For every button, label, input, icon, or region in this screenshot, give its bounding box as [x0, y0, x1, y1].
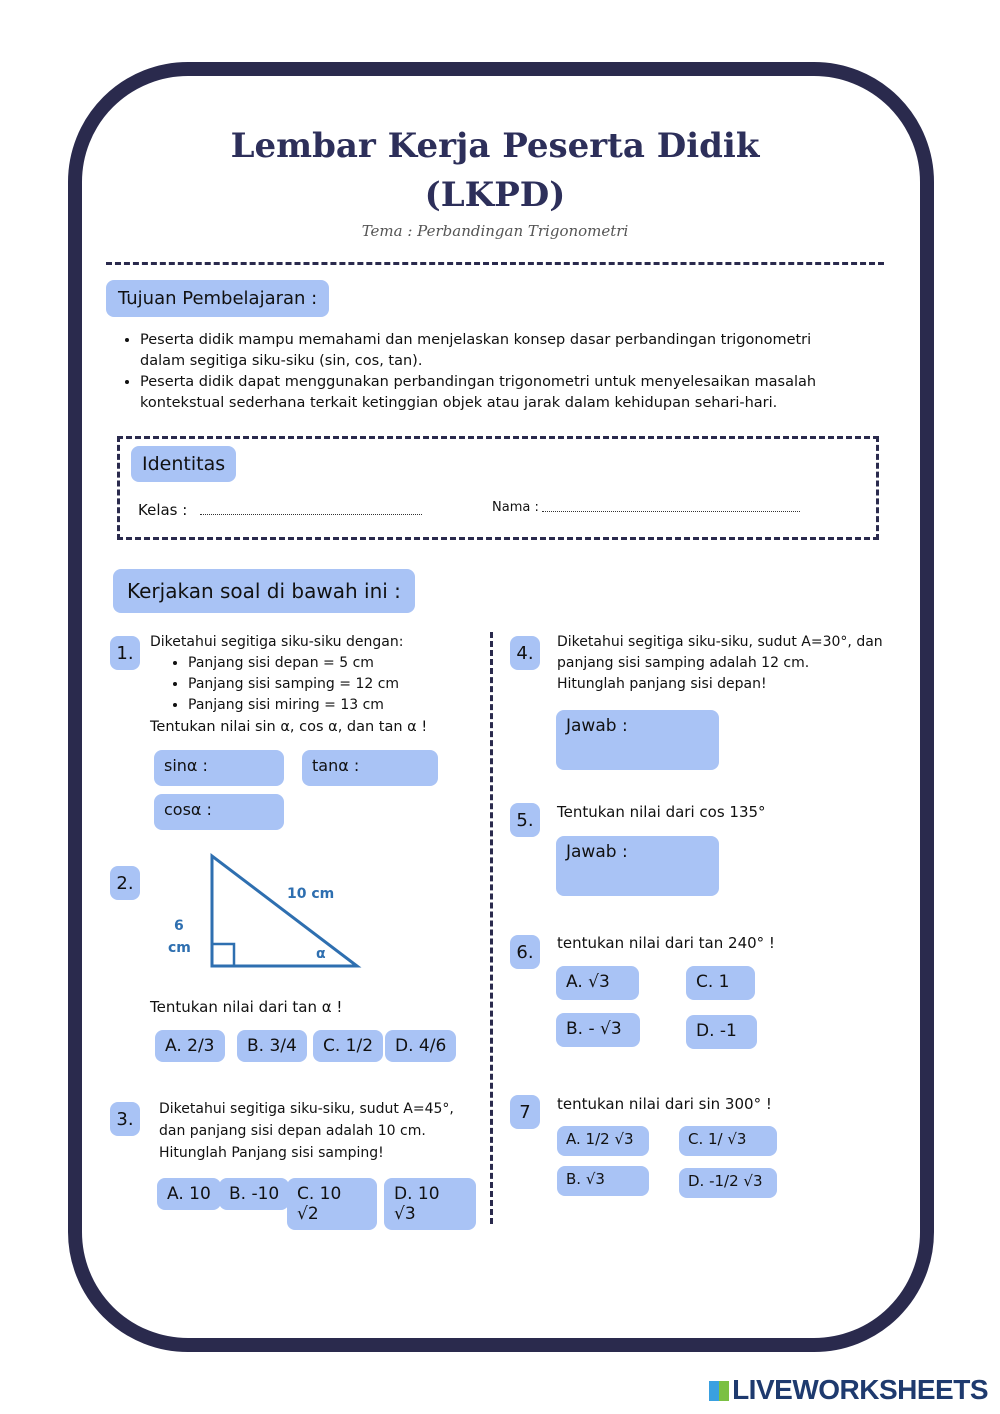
q2-option-c[interactable]: C. 1/2	[313, 1030, 383, 1062]
objective-item: • Peserta didik mampu memahami dan menjelaskan konsep dasar perbandingan trigonometri dalam segitiga siku-siku (sin, cos, tan).	[140, 330, 860, 372]
hypotenuse-label: 10 cm	[287, 886, 335, 902]
objectives-list	[120, 330, 860, 414]
tan-answer-field[interactable]: tanα :	[302, 750, 438, 786]
column-divider	[490, 632, 493, 1224]
q7-option-a[interactable]: A. 1/2 √3	[557, 1126, 649, 1156]
question-number: 5.	[510, 803, 540, 837]
q7-text: tentukan nilai dari sin 300° !	[557, 1095, 772, 1113]
q3-text	[159, 1098, 454, 1164]
q7-option-d[interactable]: D. -1/2 √3	[679, 1168, 777, 1198]
subtitle: Tema : Perbandingan Trigonometri	[361, 222, 629, 240]
angle-label: α	[316, 946, 326, 962]
objective-item: • Peserta didik dapat menggunakan perbandingan trigonometri untuk menyelesaikan masalah kontekstual sederhana terkait ketinggian objek atau jarak dalam kehidupan sehari-hari.	[140, 372, 860, 414]
q1-ask: Tentukan nilai sin α, cos α, dan tan α !	[150, 719, 428, 735]
q6-option-a[interactable]: A. √3	[556, 966, 639, 1000]
q1-bullet: • Panjang sisi miring = 13 cm	[188, 695, 399, 716]
nama-input[interactable]	[542, 511, 800, 512]
q3-option-d[interactable]: D. 10 √3	[384, 1178, 476, 1230]
q4-line: Hitunglah panjang sisi depan!	[557, 676, 767, 692]
triangle-diagram	[160, 850, 380, 975]
q1-bullet: • Panjang sisi samping = 12 cm	[188, 674, 399, 695]
q3-line: dan panjang sisi depan adalah 10 cm.	[159, 1123, 426, 1139]
q3-option-a[interactable]: A. 10	[157, 1178, 221, 1210]
q3-option-b[interactable]: B. -10	[219, 1178, 289, 1210]
q7-option-b[interactable]: B. √3	[557, 1166, 649, 1196]
q5-answer-field[interactable]: Jawab :	[556, 836, 719, 896]
q7-option-c[interactable]: C. 1/ √3	[679, 1126, 777, 1156]
cos-answer-field[interactable]: cosα :	[154, 794, 284, 830]
q5-text: Tentukan nilai dari cos 135°	[557, 803, 766, 821]
nama-label: Nama :	[492, 500, 539, 515]
q3-line: Diketahui segitiga siku-siku, sudut A=45°,	[159, 1101, 454, 1117]
question-number: 7	[510, 1095, 540, 1129]
q4-answer-field[interactable]: Jawab :	[556, 710, 719, 770]
q6-option-c[interactable]: C. 1	[686, 966, 755, 1000]
side-label: 6	[174, 918, 184, 934]
divider	[106, 262, 884, 265]
q2-ask: Tentukan nilai dari tan α !	[150, 998, 343, 1016]
q1-intro: Diketahui segitiga siku-siku dengan:	[150, 634, 404, 650]
kelas-input[interactable]	[200, 514, 422, 515]
q2-option-d[interactable]: D. 4/6	[385, 1030, 456, 1062]
question-number: 3.	[110, 1102, 140, 1136]
q1-bullets	[168, 653, 399, 716]
question-number: 6.	[510, 935, 540, 969]
kelas-label: Kelas :	[138, 501, 188, 519]
liveworksheets-logo	[709, 1374, 988, 1406]
question-number: 2.	[110, 866, 140, 900]
title-abbrev: (LKPD)	[424, 175, 566, 215]
q6-option-d[interactable]: D. -1	[686, 1015, 757, 1049]
brand-text: LIVEWORKSHEETS	[732, 1374, 988, 1405]
side-unit: cm	[168, 940, 191, 956]
q4-text	[557, 632, 883, 695]
identity-heading: Identitas	[131, 446, 236, 482]
title: Lembar Kerja Peserta Didik	[230, 126, 760, 166]
q4-line: Diketahui segitiga siku-siku, sudut A=30°, dan	[557, 634, 883, 650]
sin-answer-field[interactable]: sinα :	[154, 750, 284, 786]
q3-option-c[interactable]: C. 10 √2	[287, 1178, 377, 1230]
q2-option-a[interactable]: A. 2/3	[155, 1030, 225, 1062]
q3-line: Hitunglah Panjang sisi samping!	[159, 1145, 384, 1161]
q1-bullet: • Panjang sisi depan = 5 cm	[188, 653, 399, 674]
question-number: 1.	[110, 636, 140, 670]
question-number: 4.	[510, 636, 540, 670]
logo-icon	[709, 1381, 729, 1401]
objectives-heading: Tujuan Pembelajaran :	[106, 280, 329, 317]
q6-option-b[interactable]: B. - √3	[556, 1013, 640, 1047]
q6-text: tentukan nilai dari tan 240° !	[557, 934, 775, 952]
q2-option-b[interactable]: B. 3/4	[237, 1030, 307, 1062]
q4-line: panjang sisi samping adalah 12 cm.	[557, 655, 810, 671]
instructions-heading: Kerjakan soal di bawah ini :	[113, 569, 415, 613]
right-angle-mark	[212, 944, 234, 966]
